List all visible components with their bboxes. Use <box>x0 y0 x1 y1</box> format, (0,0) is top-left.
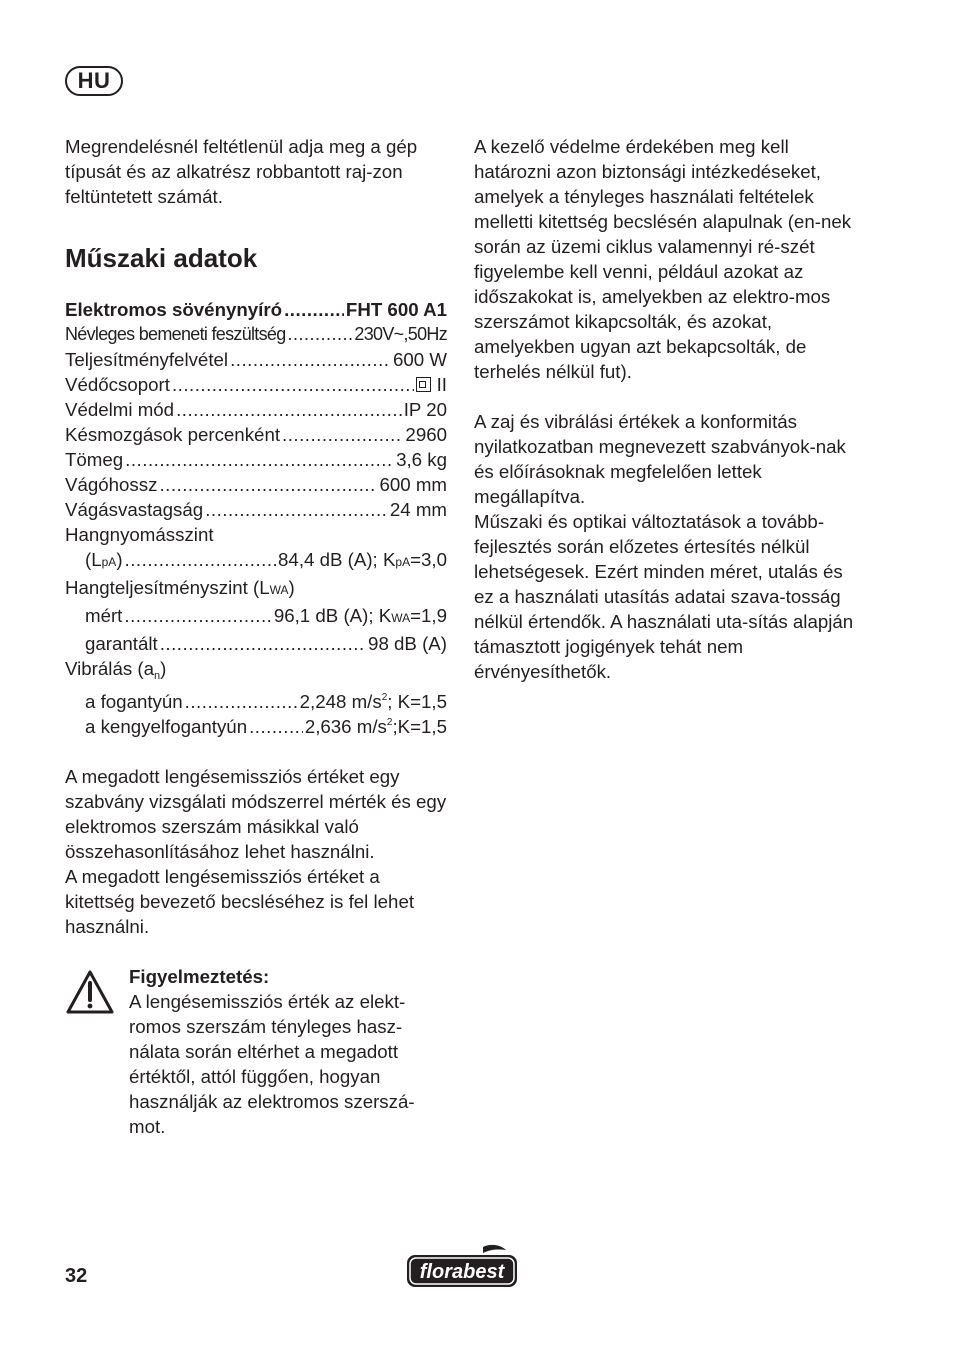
spec-row-sound-power-measured: mért ..... 96,1 dB (A); KWA=1,9 <box>65 603 447 631</box>
svg-text:florabest: florabest <box>419 1261 505 1283</box>
emission-paragraph-2: A megadott lengésemissziós értéket a kitettség bevezető becsléséhez is fel lehet használni. <box>65 866 415 937</box>
spec-row-cut-length: Vágóhossz ..... 600 mm <box>65 472 447 497</box>
right-column <box>474 134 864 684</box>
spec-sound-power-label: Hangteljesítményszint (LWA) <box>65 577 295 598</box>
spec-title-row <box>65 297 447 322</box>
page-number: 32 <box>65 1265 88 1287</box>
spec-row-voltage: Névleges bemeneti feszültség ..... 230V~,50Hz <box>65 322 447 347</box>
language-badge: HU <box>65 66 123 96</box>
spec-row-power: Teljesítményfelvétel ..... 600 W <box>65 347 447 372</box>
spec-row-ip: Védelmi mód ..... IP 20 <box>65 397 447 422</box>
warning-text: A lengésemissziós érték az elekt-romos szerszám tényleges hasz-nálata során eltérhet a megadott értéktől, attól függően, hogyan használják az elektromos szerszá-mot. <box>129 991 415 1137</box>
spec-title-model: FHT 600 A1 <box>345 299 447 320</box>
spec-row-cut-thickness: Vágásvastagság ..... 24 mm <box>65 497 447 522</box>
spec-row-protection-class: Védőcsoport ..... II <box>65 372 447 397</box>
right-paragraph-2: A zaj és vibrálási értékek a konformitás nyilatkozatban megnevezett szabványok-nak és előírásoknak megfelelően lettek megállapítva. <box>474 411 846 507</box>
emission-paragraph-1: A megadott lengésemissziós értéket egy szabvány vizsgálati módszerrel mérték és egy elektromos szerszám másikkal való összehasonlításához lehet használni. <box>65 766 447 862</box>
right-paragraph-3: Műszaki és optikai változtatások a tovább-fejlesztés során előzetes értesítés nélkül lehetségesek. Ezért minden méret, utalás és ez a használati utasítás adatai szava-tosság nélkül értendők. A használati uta-sítás alapján támasztott jogigények tehát nem érvényesíthetők. <box>474 511 854 682</box>
spec-row-sound-power-guaranteed: garantált ..... 98 dB (A) <box>65 631 447 656</box>
warning-box <box>65 964 447 1139</box>
spec-row-strokes: Késmozgások percenként ..... 2960 <box>65 422 447 447</box>
warning-triangle-icon <box>65 969 115 1015</box>
warning-title: Figyelmeztetés: <box>129 966 270 987</box>
protection-class-ii-icon <box>416 377 431 392</box>
section-heading: Műszaki adatok <box>65 243 258 273</box>
florabest-logo <box>405 1244 519 1290</box>
spec-vibration-label: Vibrálás $(a_n)$ <box>65 658 167 682</box>
spec-title-label: Elektromos sövénynyíró <box>65 299 283 320</box>
right-paragraph-1: A kezelő védelme érdekében meg kell határozni azon biztonsági intézkedéseket, amelyek a tényleges használati feltételek melletti kitettség becslésén alapulnak (en-nek során az üzemi ciklus valamennyi ré-szét figyelembe kell venni, például azokat az időszakokat is, amelyekben az elektro-mos szerszámot kikapcsolták, és azokat, amelyekben ugyan azt bekapcsolták, de terhelés nélkül fut). <box>474 136 852 382</box>
spec-sound-pressure-label: Hangnyomásszint <box>65 524 214 545</box>
intro-paragraph: Megrendelésnél feltétlenül adja meg a gép típusát és az alkatrész robbantott raj-zon feltüntetett számát. <box>65 136 418 207</box>
left-column <box>65 134 447 1139</box>
spec-row-vibration-handle: a fogantyún ..... 2,248 $m/s^2$; K=1,5 <box>65 689 447 714</box>
spec-row-vibration-bow: a kengyelfogantyún ..... 2,636 $m/s^2;K=1,5$ <box>65 714 447 739</box>
spec-row-weight: Tömeg ..... 3,6 kg <box>65 447 447 472</box>
spec-row-sound-pressure: (LpA) ..... 84,4 dB (A); KpA=3,0 <box>65 547 447 575</box>
